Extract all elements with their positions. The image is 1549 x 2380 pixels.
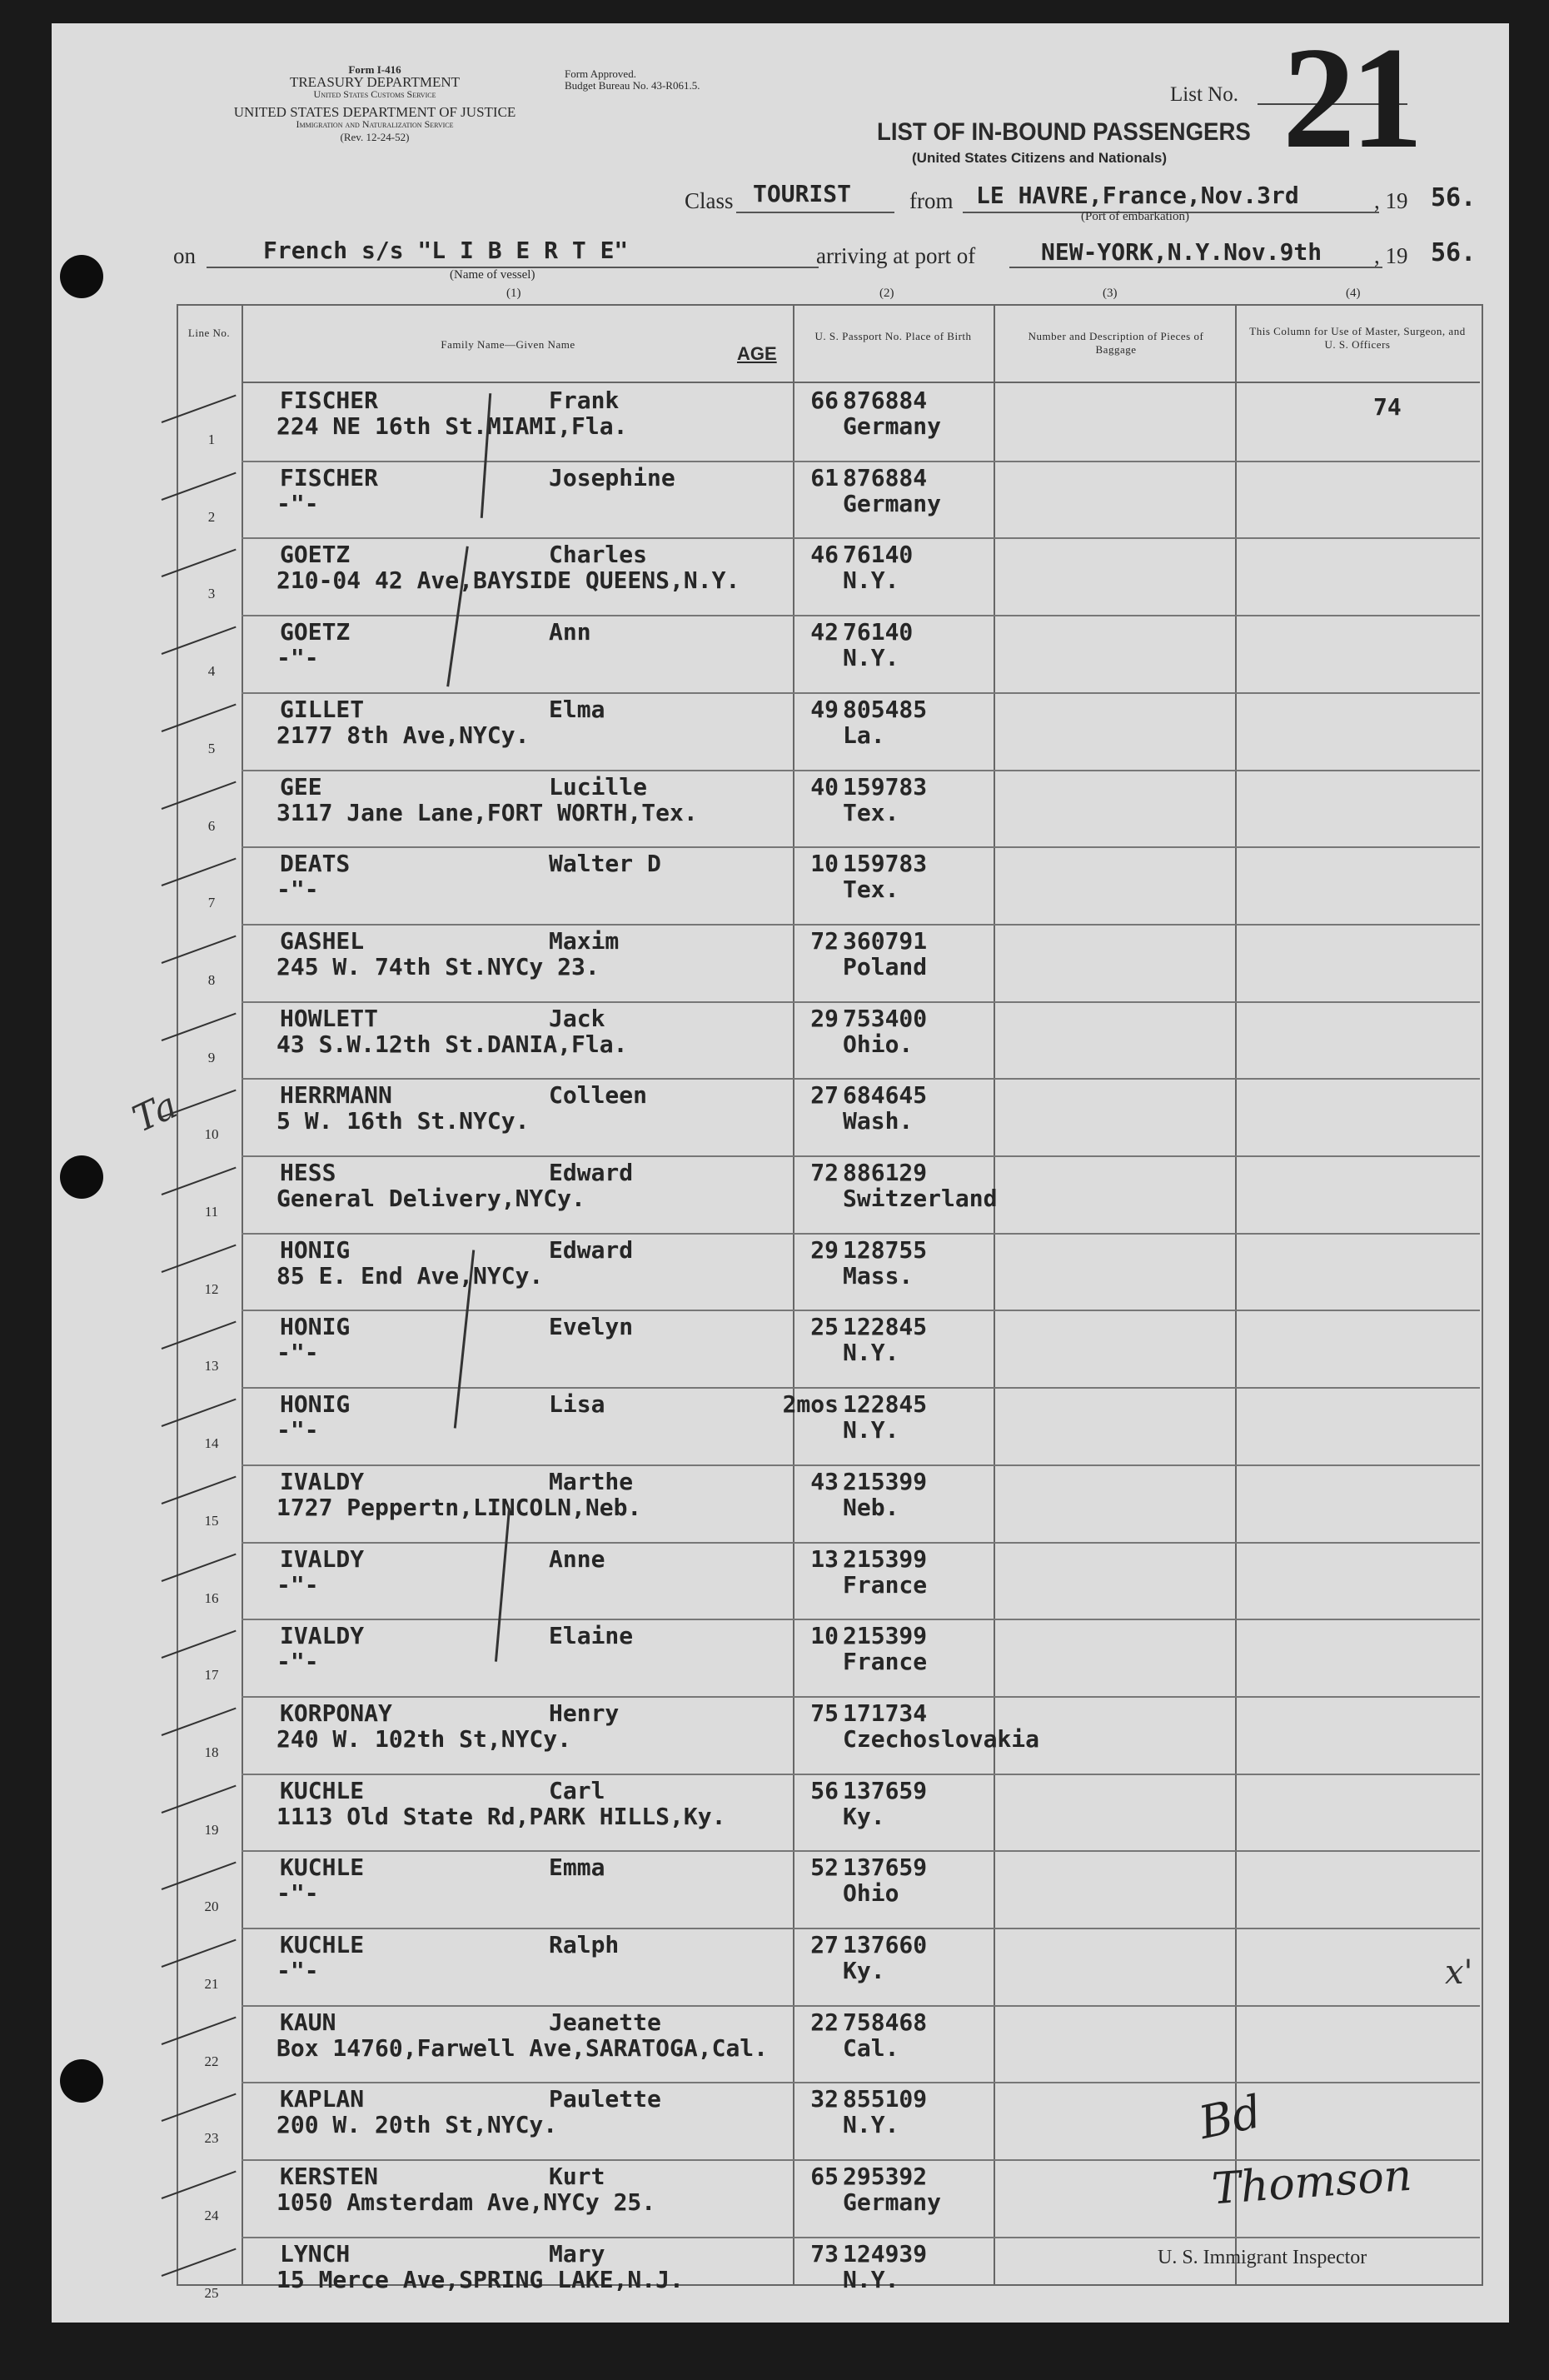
address: 2177 8th Ave,NYCy. xyxy=(276,721,530,749)
address: -"- xyxy=(276,1648,319,1676)
passport-number: 886129 xyxy=(843,1159,928,1186)
passport-number: 137660 xyxy=(843,1931,928,1958)
table-row xyxy=(177,461,1480,538)
address: 210-04 42 Ave,BAYSIDE QUEENS,N.Y. xyxy=(276,566,740,595)
passport-number: 122845 xyxy=(843,1313,928,1341)
age: 75 xyxy=(810,1699,839,1727)
age: 13 xyxy=(810,1544,839,1573)
family-name: KUCHLE xyxy=(280,1776,365,1804)
line-number: 23 xyxy=(204,2130,219,2147)
given-name: Josephine xyxy=(549,463,675,491)
address: 5 W. 16th St.NYCy. xyxy=(276,1107,530,1135)
passport-number: 805485 xyxy=(843,695,928,723)
place-of-birth: Tex. xyxy=(843,876,899,904)
place-of-birth: Poland xyxy=(843,952,928,980)
given-name: Jeanette xyxy=(549,2008,661,2036)
age: 2mos xyxy=(782,1390,839,1419)
line-number: 5 xyxy=(207,740,216,756)
revision: (Rev. 12-24-52) xyxy=(340,131,410,143)
given-name: Mary xyxy=(549,2239,605,2268)
age: 52 xyxy=(810,1854,839,1882)
age: 10 xyxy=(810,1622,839,1650)
family-name: HOWLETT xyxy=(280,1004,379,1032)
table-row xyxy=(177,383,1480,461)
place-of-birth: Cal. xyxy=(843,2033,899,2062)
given-name: Ralph xyxy=(549,1931,620,1958)
vessel-name: French s/s "L I B E R T E" xyxy=(263,237,629,264)
family-name: GILLET xyxy=(280,695,365,723)
passport-number: 684645 xyxy=(843,1081,928,1110)
col-baggage-header: Number and Description of Pieces of Baggage xyxy=(1028,330,1204,356)
col-num-1: (1) xyxy=(506,287,521,300)
signature-initials: Bd xyxy=(1194,2084,1266,2150)
address: 200 W. 20th St,NYCy. xyxy=(276,2111,558,2139)
family-name: KUCHLE xyxy=(280,1931,365,1958)
class-label: Class xyxy=(685,188,734,213)
place-of-birth: N.Y. xyxy=(843,566,899,595)
address: Box 14760,Farwell Ave,SARATOGA,Cal. xyxy=(276,2033,769,2062)
family-name: KORPONAY xyxy=(280,1699,392,1727)
table-row xyxy=(177,2082,1480,2159)
arriving-label: arriving at port of xyxy=(816,243,976,268)
family-name: GOETZ xyxy=(280,541,351,569)
address: -"- xyxy=(276,1339,319,1367)
given-name: Elaine xyxy=(549,1622,634,1650)
justice-dept: UNITED STATES DEPARTMENT OF JUSTICE xyxy=(233,104,516,120)
place-of-birth: N.Y. xyxy=(843,1416,899,1444)
place-of-birth: Ky. xyxy=(843,1957,885,1984)
address: 224 NE 16th St.MIAMI,Fla. xyxy=(276,412,628,440)
given-name: Elma xyxy=(549,695,605,723)
family-name: GASHEL xyxy=(280,926,365,955)
line-number: 8 xyxy=(207,971,216,988)
age: 32 xyxy=(810,2085,839,2113)
family-name: KERSTEN xyxy=(280,2163,379,2191)
family-name: HONIG xyxy=(280,1313,351,1341)
address: -"- xyxy=(276,876,319,904)
table-row xyxy=(177,1464,1480,1542)
on-label: on xyxy=(173,243,196,268)
age: 40 xyxy=(810,772,839,801)
table-row xyxy=(177,1155,1480,1233)
table-row xyxy=(177,1928,1480,2005)
table-row xyxy=(177,1774,1480,1851)
passport-number: 76140 xyxy=(843,541,914,569)
table-row xyxy=(177,1078,1480,1155)
officer-note: 74 xyxy=(1373,393,1402,421)
line-number: 17 xyxy=(204,1667,219,1684)
family-name: LYNCH xyxy=(280,2239,351,2268)
age: 65 xyxy=(810,2163,839,2191)
table-row xyxy=(177,1619,1480,1696)
family-name: HONIG xyxy=(280,1235,351,1264)
address: -"- xyxy=(276,1957,319,1984)
table-row xyxy=(177,924,1480,1001)
family-name: KAUN xyxy=(280,2008,336,2036)
col-passport-header: U. S. Passport No. Place of Birth xyxy=(814,330,972,342)
place-of-birth: France xyxy=(843,1648,928,1676)
col-num-3: (3) xyxy=(1103,287,1118,300)
age: 49 xyxy=(810,695,839,723)
age: 46 xyxy=(810,541,839,569)
year-label-2: , 19 xyxy=(1374,243,1408,268)
passport-number: 159783 xyxy=(843,850,928,878)
col-num-4: (4) xyxy=(1346,287,1361,300)
year-value-2: 56. xyxy=(1431,238,1477,267)
passport-number: 876884 xyxy=(843,463,928,491)
table-row xyxy=(177,2005,1480,2083)
table-row xyxy=(177,537,1480,615)
given-name: Walter D xyxy=(549,850,661,878)
passport-number: 753400 xyxy=(843,1004,928,1032)
punch-hole xyxy=(60,255,103,298)
age: 25 xyxy=(810,1313,839,1341)
age: 10 xyxy=(810,850,839,878)
address: -"- xyxy=(276,1879,319,1908)
family-name: IVALDY xyxy=(280,1467,365,1495)
given-name: Ann xyxy=(549,618,591,646)
address: 85 E. End Ave,NYCy. xyxy=(276,1261,544,1290)
document-title: LIST OF IN-BOUND PASSENGERS xyxy=(877,118,1251,146)
place-of-birth: Ky. xyxy=(843,1802,885,1830)
line-number: 10 xyxy=(204,1126,219,1143)
place-of-birth: N.Y. xyxy=(843,1339,899,1367)
col-line-header: Line No. xyxy=(187,327,231,339)
age: 73 xyxy=(810,2239,839,2268)
given-name: Carl xyxy=(549,1776,605,1804)
given-name: Paulette xyxy=(549,2085,661,2113)
address: -"- xyxy=(276,1416,319,1444)
year-label-1: , 19 xyxy=(1374,188,1408,213)
address: 1727 Peppertn,LINCOLN,Neb. xyxy=(276,1493,642,1521)
table-row xyxy=(177,615,1480,692)
col-num-2: (2) xyxy=(879,287,894,300)
line-number: 1 xyxy=(207,432,216,447)
table-row xyxy=(177,692,1480,770)
table-row xyxy=(177,1850,1480,1928)
given-name: Frank xyxy=(549,387,620,414)
col-officers-header: This Column for Use of Master, Surgeon, and U. S. Officers xyxy=(1249,325,1466,351)
agency-header xyxy=(158,63,591,143)
port-note: (Port of embarkation) xyxy=(1081,210,1189,223)
given-name: Jack xyxy=(549,1004,605,1032)
family-name: HESS xyxy=(280,1159,336,1186)
age: 22 xyxy=(810,2008,839,2036)
line-number: 16 xyxy=(204,1589,219,1606)
family-name: KUCHLE xyxy=(280,1854,365,1882)
place-of-birth: France xyxy=(843,1570,928,1599)
line-number: 13 xyxy=(204,1358,219,1375)
line-number: 21 xyxy=(204,1976,219,1992)
passport-number: 215399 xyxy=(843,1622,928,1650)
address: 3117 Jane Lane,FORT WORTH,Tex. xyxy=(276,798,698,826)
address: 1113 Old State Rd,PARK HILLS,Ky. xyxy=(276,1802,726,1830)
line-number: 25 xyxy=(204,2284,219,2301)
family-name: HERRMANN xyxy=(280,1081,392,1110)
place-of-birth: La. xyxy=(843,721,885,749)
given-name: Colleen xyxy=(549,1081,648,1110)
class-value: TOURIST xyxy=(753,180,852,207)
age: 43 xyxy=(810,1467,839,1495)
given-name: Kurt xyxy=(549,2163,605,2191)
passport-number: 295392 xyxy=(843,2163,928,2191)
line-number: 7 xyxy=(207,895,216,911)
line-number: 24 xyxy=(204,2208,219,2224)
table-row xyxy=(177,1542,1480,1619)
family-name: GEE xyxy=(280,772,322,801)
given-name: Emma xyxy=(549,1854,605,1882)
given-name: Evelyn xyxy=(549,1313,634,1341)
budget-bureau: Budget Bureau No. 43-R061.5. xyxy=(565,79,700,92)
line-number: 19 xyxy=(204,1821,219,1838)
address: -"- xyxy=(276,489,319,517)
place-of-birth: Germany xyxy=(843,412,942,440)
address: 15 Merce Ave,SPRING LAKE,N.J. xyxy=(276,2265,684,2293)
table-row xyxy=(177,1001,1480,1079)
place-of-birth: Mass. xyxy=(843,1261,914,1290)
line-number: 6 xyxy=(207,817,216,834)
family-name: HONIG xyxy=(280,1390,351,1419)
table-row xyxy=(177,1233,1480,1310)
address: 43 S.W.12th St.DANIA,Fla. xyxy=(276,1030,628,1058)
given-name: Lisa xyxy=(549,1390,605,1419)
list-no-label: List No. xyxy=(1170,83,1238,106)
year-value-1: 56. xyxy=(1431,183,1477,212)
passport-number: 137659 xyxy=(843,1776,928,1804)
given-name: Anne xyxy=(549,1544,605,1573)
passport-number: 215399 xyxy=(843,1467,928,1495)
address: 245 W. 74th St.NYCy 23. xyxy=(276,952,600,980)
class-underline xyxy=(736,212,894,213)
table-row xyxy=(177,1387,1480,1464)
passport-number: 159783 xyxy=(843,772,928,801)
address: -"- xyxy=(276,644,319,672)
passport-number: 876884 xyxy=(843,387,928,414)
line-number: 20 xyxy=(204,1899,219,1915)
col-age-header: AGE xyxy=(737,343,777,364)
signature-name: Thomson xyxy=(1210,2150,1414,2215)
punch-hole xyxy=(60,1155,103,1199)
family-name: KAPLAN xyxy=(280,2085,365,2113)
passport-number: 124939 xyxy=(843,2239,928,2268)
list-number: 21 xyxy=(1283,17,1418,178)
given-name: Edward xyxy=(549,1159,634,1186)
place-of-birth: Germany xyxy=(843,2188,942,2217)
place-of-birth: Ohio xyxy=(843,1879,899,1908)
passport-number: 171734 xyxy=(843,1699,928,1727)
passport-number: 855109 xyxy=(843,2085,928,2113)
age: 72 xyxy=(810,1159,839,1186)
arrival-port: NEW-YORK,N.Y.Nov.9th xyxy=(1041,238,1322,266)
given-name: Edward xyxy=(549,1235,634,1264)
family-name: FISCHER xyxy=(280,463,379,491)
from-label: from xyxy=(909,188,954,213)
line-number: 9 xyxy=(207,1049,216,1065)
place-of-birth: N.Y. xyxy=(843,2111,899,2139)
place-of-birth: Neb. xyxy=(843,1493,899,1521)
table-row xyxy=(177,1696,1480,1774)
line-number: 3 xyxy=(207,586,216,602)
form-approved: Form Approved. xyxy=(565,67,636,80)
passport-number: 137659 xyxy=(843,1854,928,1882)
age: 29 xyxy=(810,1004,839,1032)
document-subtitle: (United States Citizens and Nationals) xyxy=(912,150,1168,166)
form-number: Form I-416 xyxy=(348,63,401,76)
age: 42 xyxy=(810,618,839,646)
ins-service: Immigration and Naturalization Service xyxy=(296,118,454,130)
place-of-birth: Switzerland xyxy=(843,1185,998,1212)
age: 27 xyxy=(810,1931,839,1958)
line-number: 22 xyxy=(204,2053,219,2069)
place-of-birth: N.Y. xyxy=(843,644,899,672)
family-name: IVALDY xyxy=(280,1622,365,1650)
inspector-title: U. S. Immigrant Inspector xyxy=(1158,2247,1367,2268)
treasury-dept: TREASURY DEPARTMENT xyxy=(289,74,461,90)
given-name: Charles xyxy=(549,541,648,569)
arrival-underline xyxy=(1009,267,1382,268)
passport-number: 128755 xyxy=(843,1235,928,1264)
family-name: GOETZ xyxy=(280,618,351,646)
given-name: Henry xyxy=(549,1699,620,1727)
place-of-birth: Wash. xyxy=(843,1107,914,1135)
address: -"- xyxy=(276,1570,319,1599)
col-name-header: Family Name—Given Name xyxy=(441,338,575,351)
line-number: 11 xyxy=(204,1204,219,1220)
punch-hole xyxy=(60,2059,103,2103)
family-name: IVALDY xyxy=(280,1544,365,1573)
passport-number: 122845 xyxy=(843,1390,928,1419)
budget-approval xyxy=(565,68,700,92)
age: 72 xyxy=(810,926,839,955)
passport-number: 758468 xyxy=(843,2008,928,2036)
line-number: 4 xyxy=(207,663,216,680)
table-row xyxy=(177,846,1480,924)
customs-service: United States Customs Service xyxy=(313,88,436,100)
passport-number: 215399 xyxy=(843,1544,928,1573)
line-number: 14 xyxy=(204,1435,219,1452)
age: 56 xyxy=(810,1776,839,1804)
vessel-note: (Name of vessel) xyxy=(450,268,535,282)
family-name: FISCHER xyxy=(280,387,379,414)
line-number: 2 xyxy=(207,508,216,525)
given-name: Lucille xyxy=(549,772,648,801)
embarkation-port: LE HAVRE,France,Nov.3rd xyxy=(976,182,1299,209)
address: General Delivery,NYCy. xyxy=(276,1185,585,1212)
passport-number: 76140 xyxy=(843,618,914,646)
margin-mark: x' xyxy=(1445,1953,1473,1992)
margin-mark: Ta xyxy=(126,1084,184,1141)
line-number: 12 xyxy=(204,1280,219,1297)
place-of-birth: Czechoslovakia xyxy=(843,1724,1040,1753)
given-name: Marthe xyxy=(549,1467,634,1495)
age: 29 xyxy=(810,1235,839,1264)
given-name: Maxim xyxy=(549,926,620,955)
family-name: DEATS xyxy=(280,850,351,878)
line-number: 15 xyxy=(204,1512,219,1529)
address: 240 W. 102th St,NYCy. xyxy=(276,1724,572,1753)
age: 61 xyxy=(810,463,839,491)
line-number: 18 xyxy=(204,1744,219,1760)
address: 1050 Amsterdam Ave,NYCy 25. xyxy=(276,2188,656,2217)
passport-number: 360791 xyxy=(843,926,928,955)
age: 27 xyxy=(810,1081,839,1110)
place-of-birth: Germany xyxy=(843,489,942,517)
age: 66 xyxy=(810,387,839,414)
table-row xyxy=(177,1310,1480,1387)
table-row xyxy=(177,770,1480,847)
place-of-birth: N.Y. xyxy=(843,2265,899,2293)
place-of-birth: Ohio. xyxy=(843,1030,914,1058)
place-of-birth: Tex. xyxy=(843,798,899,826)
